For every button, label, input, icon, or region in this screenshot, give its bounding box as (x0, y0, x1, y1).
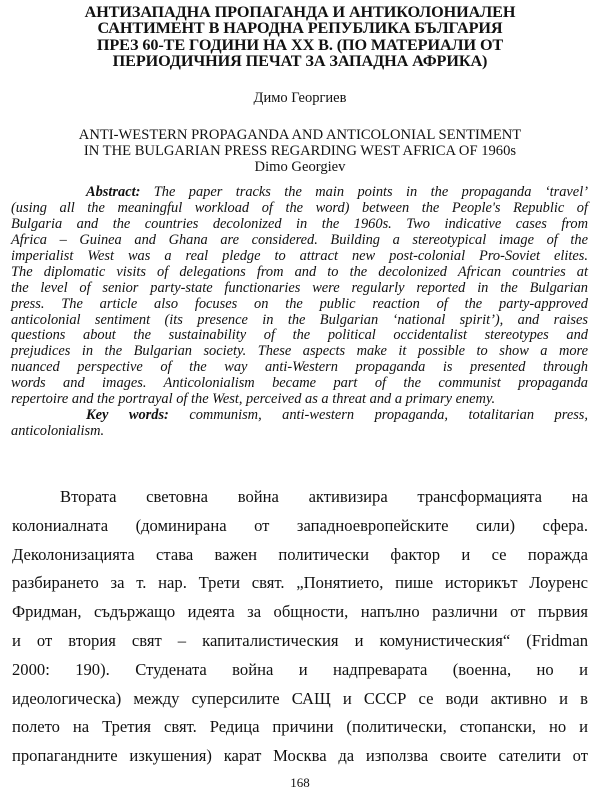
body-paragraph (12, 483, 588, 771)
abstract-line: questions about the sustainability of the political occidentalist stereotypes and (11, 327, 588, 344)
title-english (20, 127, 580, 159)
abstract (11, 185, 588, 440)
body-line: Деколонизацията става важен политически фактор и се поражда (12, 544, 588, 564)
abstract-line: press. The article also focuses on the public reaction of the party-approved (11, 295, 588, 312)
abstract-line: nuanced perspective of the way anti-Western propaganda is presented through (11, 359, 588, 376)
abstract-line: words and images. Anticolonialism became part of the communist propaganda (11, 375, 588, 392)
author-bulgarian: Димо Георгиев (253, 90, 347, 106)
title-bulgarian (40, 4, 560, 70)
abstract-line: The diplomatic visits of delegations from and to the decolonized African countries at (11, 263, 588, 280)
body-line: и от втория свят – капиталистическия и комунистическия“ (Fridman (12, 630, 588, 650)
keywords-line: anticolonialism. (11, 423, 105, 440)
keywords-line: Key words: communism, anti-western propaganda, totalitarian press, (86, 407, 588, 424)
abstract-line: repertoire and the portrayal of the West, perceived as a threat and a primary enemy. (11, 391, 496, 408)
abstract-line: Bulgaria and the countries decolonized in the 1960s. Two indicative cases from (11, 215, 588, 232)
body-line: полето на Третия свят. Редица причини (политически, стопански, но и (12, 717, 588, 737)
body-line: 2000: 190). Студената война и надпреварата (военна, но и (12, 659, 588, 679)
abstract-line: Africa – Guinea and Ghana are considered. Building a stereotypical image of the (11, 231, 588, 248)
abstract-line: the level of senior party-state functionaries were regularly reported in the Bulgarian (11, 279, 588, 296)
title-en-line: ANTI-WESTERN PROPAGANDA AND ANTICOLONIAL SENTIMENT (78, 127, 522, 143)
body-line: Фридман, съдържащо идеята за общности, напълно различни от първия (12, 602, 588, 622)
author-english: Dimo Georgiev (254, 159, 346, 175)
page-number: 168 (290, 775, 310, 790)
title-bg-line: ПЕРИОДИЧНИЯ ПЕЧАТ ЗА ЗАПАДНА АФРИКА) (112, 52, 488, 71)
abstract-label: Abstract: (86, 184, 141, 200)
abstract-line: prejudices in the Bulgarian society. These aspects make it possible to show a more (11, 343, 588, 360)
title-en-line: IN THE BULGARIAN PRESS REGARDING WEST AFRICA OF 1960s (83, 143, 517, 159)
title-bg-line: ПРЕЗ 60-ТЕ ГОДИНИ НА ХХ В. (ПО МАТЕРИАЛИ ОТ (96, 35, 504, 54)
title-bg-line: АНТИЗАПАДНА ПРОПАГАНДА И АНТИКОЛОНИАЛЕН (84, 3, 516, 21)
abstract-line: anticolonial sentiment (its presence in the Bulgarian ‘national spirit’), and raises (11, 311, 588, 328)
keywords-label: Key words: (86, 407, 169, 424)
body-line: разбирането за т. нар. Трети свят. „Понятието, пише историкът Лоуренс (12, 573, 588, 593)
abstract-line: Abstract: The paper tracks the main points in the propaganda ‘travel’ (86, 184, 588, 200)
abstract-line: imperialist West was a real pledge to attract new post-colonial Pro-Soviet elites. (11, 247, 588, 264)
title-bg-line: САНТИМЕНТ В НАРОДНА РЕПУБЛИКА БЪЛГАРИЯ (97, 19, 503, 38)
abstract-line: (using all the meaningful workload of the word) between the People's Republic of (11, 199, 588, 216)
body-line: Втората световна война активизира трансформацията на (60, 487, 588, 506)
body-line: колониалната (доминирана от западноевропейските сили) сфера. (12, 515, 588, 535)
body-line: пропагандните изкушения) карат Москва да използва своите сателити от (12, 746, 588, 766)
body-line: идеологическа) между суперсилите САЩ и СССР се води активно и в (12, 688, 588, 708)
